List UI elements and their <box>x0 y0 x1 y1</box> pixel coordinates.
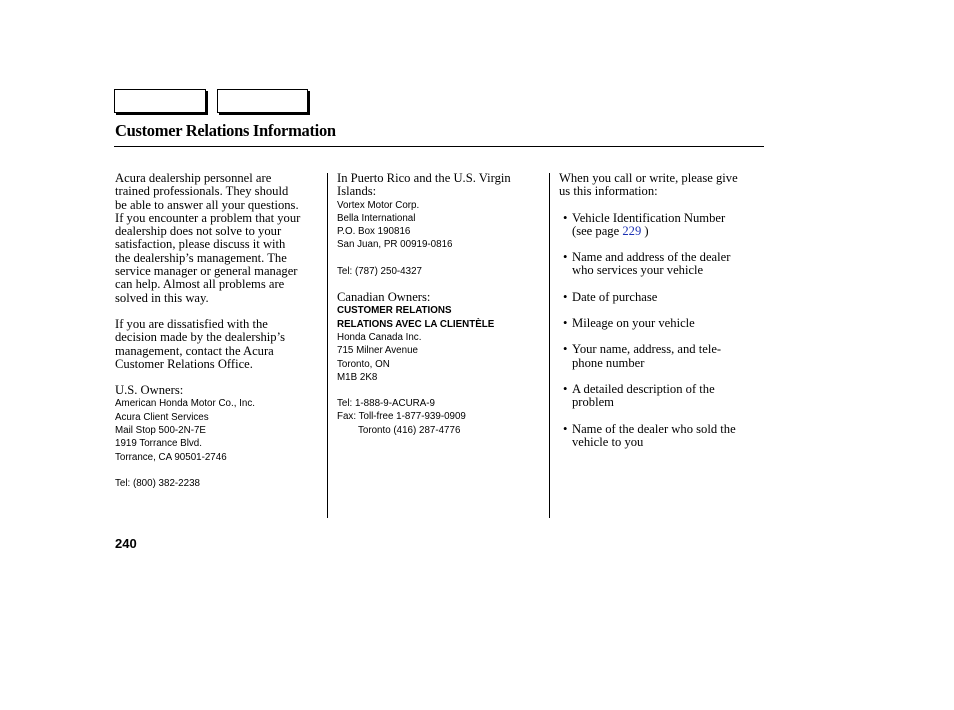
column-3 <box>559 172 759 449</box>
text-line: Name and address of the dealer <box>572 250 731 265</box>
list-item <box>559 317 759 330</box>
text-line: Name of the dealer who sold the <box>572 421 736 436</box>
list-item <box>559 212 759 239</box>
page-229-link[interactable]: 229 <box>622 223 642 238</box>
address-line: Vortex Motor Corp. <box>337 199 420 211</box>
text-line: vehicle to you <box>572 434 644 449</box>
text-line: dealership does not solve to your <box>115 224 282 239</box>
list-item <box>559 423 759 450</box>
puerto-rico-heading <box>337 172 542 199</box>
info-intro <box>559 172 759 199</box>
address-line: Torrance, CA 90501-2746 <box>115 451 227 463</box>
text-line: be able to answer all your questions. <box>115 197 299 212</box>
list-item <box>559 291 759 304</box>
address-line: RELATIONS AVEC LA CLIENTÈLE <box>337 318 495 330</box>
text-line: phone number <box>572 355 645 370</box>
bullet-icon: • <box>563 342 568 357</box>
address-line: Bella International <box>337 212 416 224</box>
text-line: problem <box>572 395 614 410</box>
bullet-icon: • <box>563 250 568 265</box>
address-line: San Juan, PR 00919-0816 <box>337 239 453 251</box>
text-line: In Puerto Rico and the U.S. Virgin <box>337 171 511 185</box>
list-item <box>559 383 759 410</box>
text-line: who services your vehicle <box>572 263 704 278</box>
bullet-icon: • <box>563 316 568 331</box>
us-owners-heading: U.S. Owners: <box>115 383 184 398</box>
column-divider <box>327 173 328 518</box>
column-1 <box>115 172 321 490</box>
text-line: If you encounter a problem that your <box>115 210 301 225</box>
intro-paragraph <box>115 172 321 305</box>
text-line: management, contact the Acura <box>115 343 274 358</box>
canada-address <box>337 331 542 384</box>
address-line: Acura Client Services <box>115 411 209 423</box>
text-line: decision made by the dealership’s <box>115 330 285 345</box>
text-line: A detailed description of the <box>572 381 715 396</box>
text-line: satisfaction, please discuss it with <box>115 237 286 252</box>
list-item <box>559 251 759 278</box>
text-line: Vehicle Identification Number <box>572 210 726 225</box>
address-line: Toronto, ON <box>337 358 390 370</box>
title-rule <box>114 146 764 147</box>
text-line: Customer Relations Office. <box>115 356 253 371</box>
column-2 <box>337 172 542 437</box>
puerto-rico-address <box>337 199 542 252</box>
canada-department <box>337 304 542 331</box>
text-line: Date of purchase <box>572 289 658 304</box>
canada-fax-toronto: Toronto (416) 287-4776 <box>358 424 461 436</box>
address-line: American Honda Motor Co., Inc. <box>115 398 255 410</box>
text-line: (see page 229 ) <box>572 223 649 238</box>
bullet-icon: • <box>563 210 568 225</box>
bullet-icon: • <box>563 381 568 396</box>
page-title: Customer Relations Information <box>115 121 336 140</box>
text-line: Mileage on your vehicle <box>572 316 695 331</box>
column-divider <box>549 173 550 518</box>
text-line: If you are dissatisfied with the <box>115 316 268 331</box>
us-telephone: Tel: (800) 382-2238 <box>115 477 200 489</box>
bullet-icon: • <box>563 289 568 304</box>
text-line: can help. Almost all problems are <box>115 277 285 292</box>
address-line: 715 Milner Avenue <box>337 345 418 357</box>
canada-fax: Fax: Toll-free 1-877-939-0909 <box>337 411 466 423</box>
text-line: us this information: <box>559 184 658 199</box>
bullet-icon: • <box>563 421 568 436</box>
text-line: service manager or general manager <box>115 264 298 279</box>
puerto-rico-telephone: Tel: (787) 250-4327 <box>337 265 422 277</box>
address-line: Mail Stop 500-2N-7E <box>115 425 206 437</box>
address-line: CUSTOMER RELATIONS <box>337 305 452 317</box>
list-item <box>559 343 759 370</box>
address-line: P.O. Box 190816 <box>337 226 411 238</box>
text-line: Islands: <box>337 184 377 199</box>
canada-telephone: Tel: 1-888-9-ACURA-9 <box>337 398 436 410</box>
text-line: When you call or write, please give <box>559 171 738 185</box>
address-line: M1B 2K8 <box>337 371 378 383</box>
text-line: solved in this way. <box>115 290 209 305</box>
text-line: trained professionals. They should <box>115 184 289 199</box>
index-button[interactable] <box>217 89 308 113</box>
address-line: Honda Canada Inc. <box>337 331 422 343</box>
page-number: 240 <box>115 536 137 551</box>
main-menu-button[interactable] <box>114 89 206 113</box>
text-line: the dealership’s management. The <box>115 250 287 265</box>
dissatisfied-paragraph <box>115 318 321 371</box>
text-line: Your name, address, and tele- <box>572 342 722 357</box>
text-line: Acura dealership personnel are <box>115 171 272 185</box>
canadian-owners-heading: Canadian Owners: <box>337 290 431 305</box>
us-address <box>115 397 321 463</box>
address-line: 1919 Torrance Blvd. <box>115 438 202 450</box>
